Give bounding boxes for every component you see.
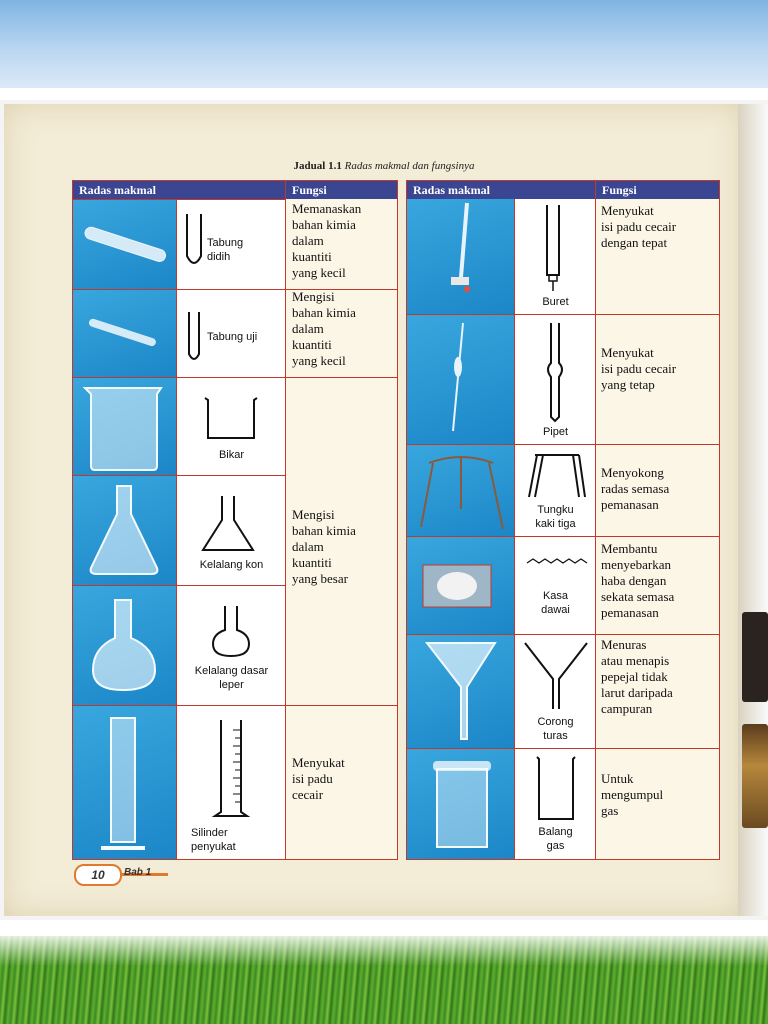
function-filter-funnel: Menuras atau menapis pepejal tidak larut daripada campuran: [601, 637, 673, 716]
sky-background: [0, 0, 768, 88]
function-boiling-tube: Memanaskan bahan kimia dalam kuantiti yang kecil: [292, 201, 362, 280]
beaker-label: Bikar: [218, 449, 245, 461]
left-table: [72, 180, 398, 860]
gas-jar-photo: [407, 749, 514, 859]
pipette-label: Pipet: [542, 426, 569, 438]
right-function-divider: [595, 199, 596, 859]
right-header-function: Fungsi: [595, 181, 719, 199]
caption-text: Radas makmal dan fungsinya: [344, 160, 475, 172]
test-tube-drawing: [176, 290, 286, 377]
left-header-apparatus: Radas makmal: [73, 181, 285, 199]
boiling-tube-photo: [73, 200, 176, 289]
bottle-top-image: [742, 612, 768, 702]
right-header-apparatus: Radas makmal: [407, 181, 595, 199]
tripod-drawing: [514, 445, 596, 536]
right-row-6: [407, 748, 719, 859]
gas-jar-drawing: [514, 749, 596, 859]
right-row-2: [407, 314, 719, 444]
function-burette: Menyukat isi padu cecair dengan tepat: [601, 203, 677, 250]
test-tube-label: Tabung uji: [207, 331, 258, 343]
function-gas-jar: Untuk mengumpul gas: [601, 771, 664, 818]
function-pipette: Menyukat isi padu cecair yang tetap: [601, 345, 677, 392]
burette-photo: [407, 199, 514, 314]
right-table: [406, 180, 720, 860]
left-row-5: [73, 585, 285, 705]
left-function-column: [285, 199, 398, 859]
measuring-cylinder-label: Silinder penyukat: [191, 827, 236, 853]
measuring-cylinder-drawing: [176, 706, 286, 859]
function-measuring-cylinder: Menyukat isi padu cecair: [292, 755, 345, 802]
wire-gauze-label: Kasa dawai: [541, 590, 570, 616]
tripod-label: Tungku kaki tiga: [535, 504, 576, 530]
boiling-tube-label: Tabung didih: [207, 237, 244, 263]
function-tripod: Menyokong radas semasa pemanasan: [601, 465, 670, 512]
wire-gauze-drawing: [514, 537, 596, 634]
left-row-4: [73, 475, 285, 585]
right-row-5: [407, 634, 719, 748]
pipette-drawing: [514, 315, 596, 444]
burette-label: Buret: [542, 296, 569, 308]
boiling-tube-drawing: [176, 200, 286, 289]
left-row-6: [73, 705, 285, 859]
right-row-1: [407, 199, 719, 314]
burette-drawing: [514, 199, 596, 314]
left-row-3: [73, 377, 285, 475]
caption-label: Jadual 1.1: [293, 160, 342, 172]
function-test-tube: Mengisi bahan kimia dalam kuantiti yang kecil: [292, 289, 356, 368]
table-caption: [0, 160, 768, 172]
function-wire-gauze: Membantu menyebarkan haba dengan sekata semasa pemanasan: [601, 541, 675, 620]
conical-flask-label: Kelalang kon: [199, 559, 264, 571]
left-row-1: [73, 199, 285, 289]
chapter-label: Bab 1: [124, 867, 152, 878]
filter-funnel-drawing: [514, 635, 596, 748]
beaker-drawing: [176, 378, 286, 475]
filter-funnel-label: Corong turas: [537, 716, 574, 742]
filter-funnel-photo: [407, 635, 514, 748]
left-row-2: [73, 289, 285, 377]
right-row-4: [407, 536, 719, 634]
grass-background: [0, 936, 768, 1024]
conical-flask-drawing: [176, 476, 286, 585]
measuring-cylinder-photo: [73, 706, 176, 859]
gas-jar-label: Balang gas: [538, 826, 573, 852]
pipette-photo: [407, 315, 514, 444]
test-tube-photo: [73, 290, 176, 377]
function-beaker-flasks: Mengisi bahan kimia dalam kuantiti yang besar: [292, 507, 356, 586]
wire-gauze-photo: [407, 537, 514, 634]
page-number-badge: [74, 864, 170, 884]
beaker-photo: [73, 378, 176, 475]
flat-bottom-flask-photo: [73, 586, 176, 705]
flat-bottom-flask-drawing: [176, 586, 286, 705]
page-number: 10: [74, 864, 122, 886]
flat-bottom-flask-label: Kelalang dasar leper: [194, 665, 269, 691]
bottle-bottom-image: [742, 724, 768, 828]
tripod-photo: [407, 445, 514, 536]
right-row-3: [407, 444, 719, 536]
conical-flask-photo: [73, 476, 176, 585]
left-header-function: Fungsi: [285, 181, 397, 199]
